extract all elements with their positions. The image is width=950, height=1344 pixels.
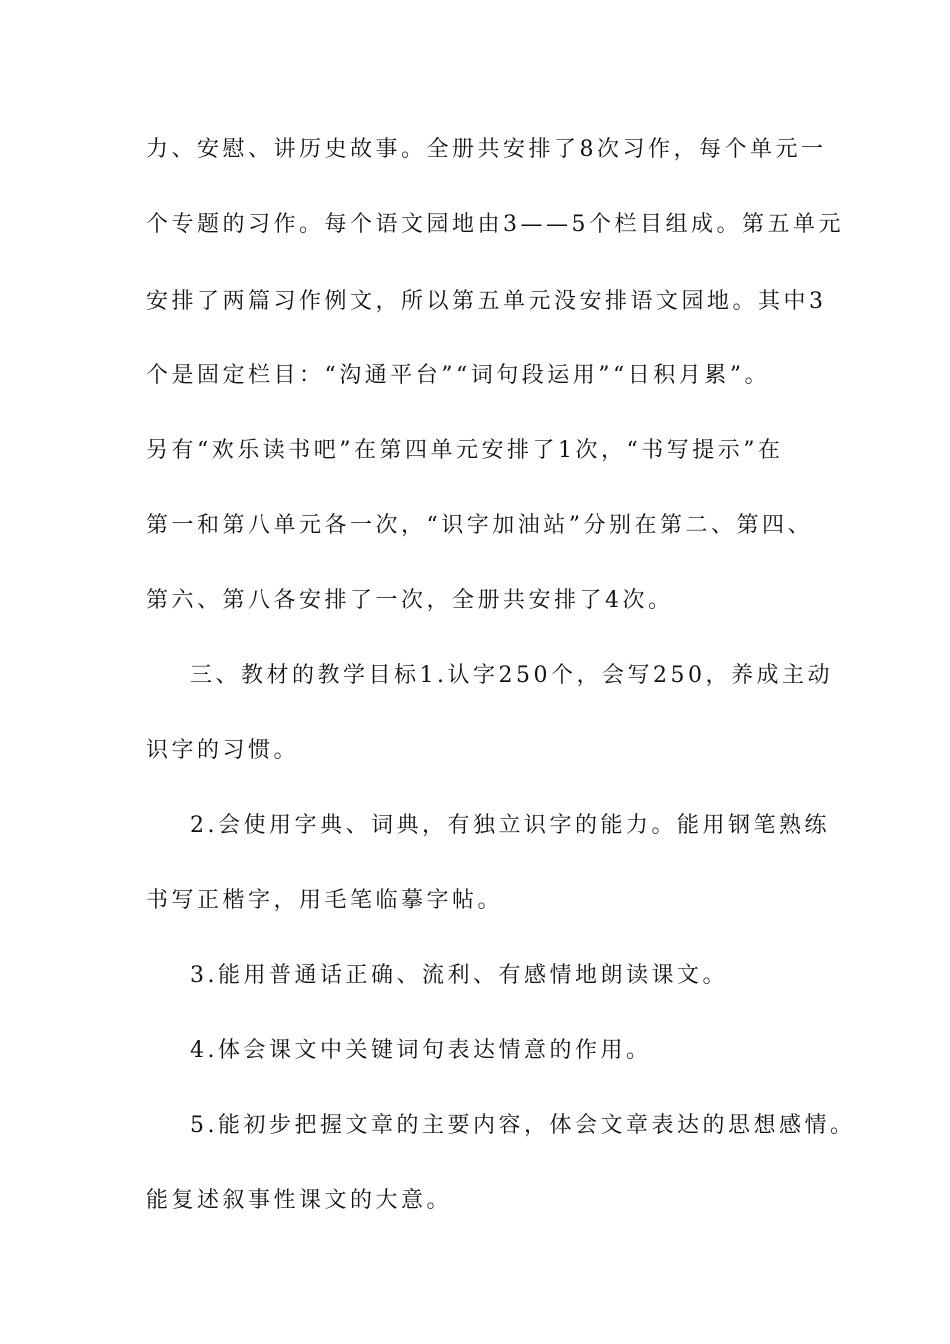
text-line: 能复述叙事性课文的大意。 — [146, 1188, 453, 1213]
text-line: 第六、第八各安排了一次，全册共安排了4次。 — [146, 588, 674, 613]
text-line: 另有“欢乐读书吧”在第四单元安排了1次，“书写提示”在 — [146, 438, 784, 463]
section-heading-line: 三、教材的教学目标1.认字250个，会写250，养成主动 — [190, 663, 833, 688]
list-item-5: 5.能初步把握文章的主要内容，体会文章表达的思想感情。 — [190, 1113, 856, 1138]
text-line: 书写正楷字，用毛笔临摹字帖。 — [146, 888, 504, 913]
text-line: 第一和第八单元各一次，“识字加油站”分别在第二、第四、 — [146, 513, 813, 538]
text-line: 个专题的习作。每个语文园地由3——5个栏目组成。第五单元 — [146, 212, 844, 237]
text-line: 安排了两篇习作例文，所以第五单元没安排语文园地。其中3 — [146, 289, 827, 314]
list-item-4: 4.体会课文中关键词句表达情意的作用。 — [190, 1038, 652, 1063]
text-line: 力、安慰、讲历史故事。全册共安排了8次习作，每个单元一 — [146, 137, 827, 162]
list-item-3: 3.能用普通话正确、流利、有感情地朗读课文。 — [190, 963, 728, 988]
list-item-2: 2.会使用字典、词典，有独立识字的能力。能用钢笔熟练 — [190, 813, 830, 838]
text-line: 个是固定栏目：“沟通平台”“词句段运用”“日积月累”。 — [146, 363, 770, 388]
text-line: 识字的习惯。 — [146, 738, 300, 763]
